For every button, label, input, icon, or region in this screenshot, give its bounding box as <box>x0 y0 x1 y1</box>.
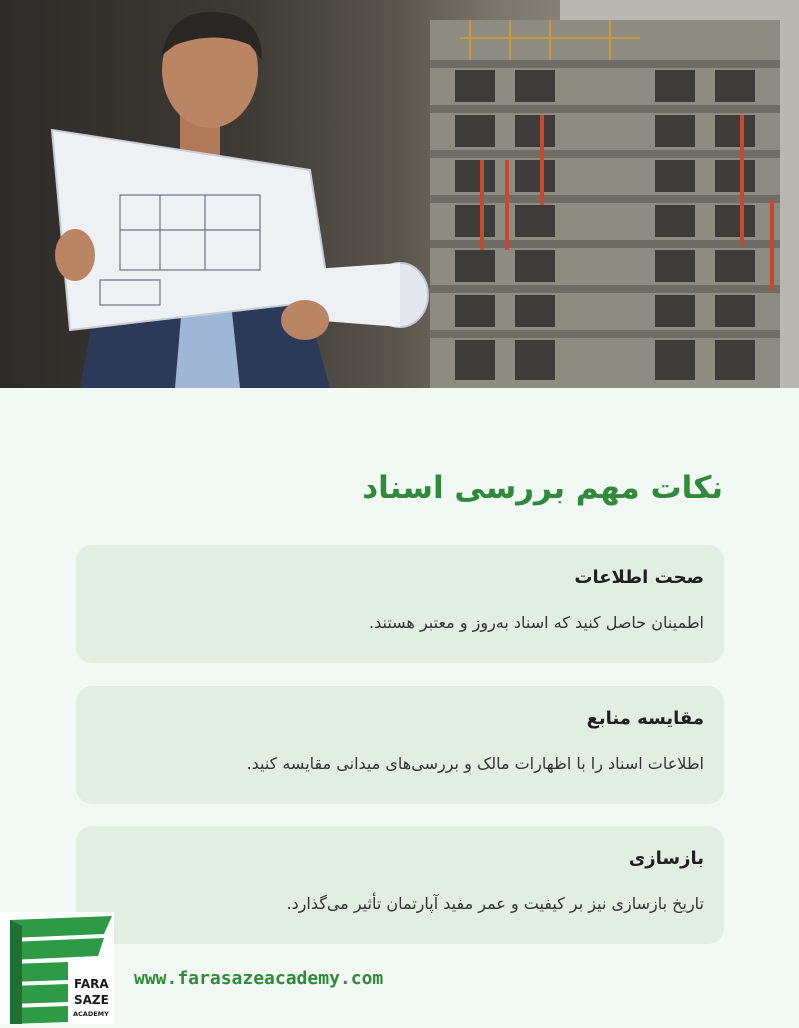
hero-image <box>0 0 799 388</box>
page-title: نکات مهم بررسی اسناد <box>362 470 723 506</box>
website-link[interactable]: www.farasazeacademy.com <box>134 968 384 989</box>
card-title: مقایسه منابع <box>586 708 704 729</box>
logo-text-fara: FARA <box>74 977 109 991</box>
farasaze-logo <box>0 912 114 1024</box>
card-description: اطمینان حاصل کنید که اسناد به‌روز و معتبر هستند. <box>369 613 704 632</box>
engineer-figure <box>52 12 428 388</box>
card-description: اطلاعات اسناد را با اظهارات مالک و بررسی‌های میدانی مقایسه کنید. <box>246 754 704 773</box>
card-title: بازسازی <box>628 848 704 869</box>
tip-card-renovation <box>76 826 724 944</box>
logo-text-academy: ACADEMY <box>73 1010 109 1018</box>
tip-card-accuracy <box>76 545 724 663</box>
hero-illustration <box>0 0 799 388</box>
card-title: صحت اطلاعات <box>574 567 704 588</box>
logo-mark <box>0 912 114 1024</box>
tip-card-compare-sources <box>76 686 724 804</box>
logo-text-saze: SAZE <box>74 993 109 1007</box>
card-description: تاریخ بازسازی نیز بر کیفیت و عمر مفید آپارتمان تأثیر می‌گذارد. <box>286 894 704 913</box>
building-under-construction <box>430 20 780 388</box>
